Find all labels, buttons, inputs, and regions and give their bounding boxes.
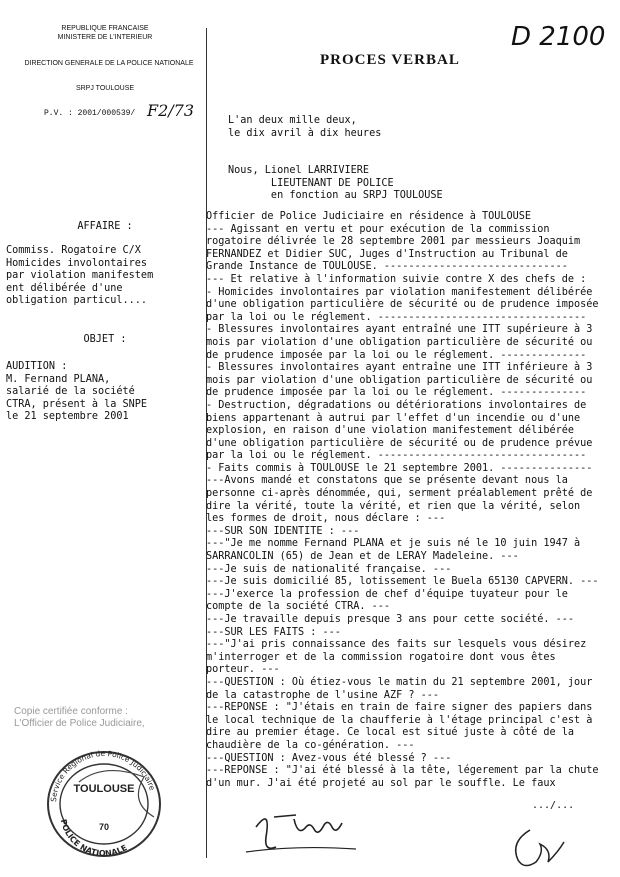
officer-statement: Nous, Lionel LARRIVIERE LIEUTENANT DE POLICE en fonction au SRPJ TOULOUSE bbox=[228, 165, 443, 202]
continuation-mark: .../... bbox=[532, 800, 575, 811]
ministry-line: MINISTERE DE L'INTERIEUR bbox=[57, 34, 153, 41]
pv-reference: P.V. : 2001/000539/ bbox=[44, 109, 136, 118]
seal-bottom-text: POLICE NATIONALE bbox=[58, 818, 129, 859]
seal-number: 70 bbox=[98, 822, 110, 832]
affaire-heading: AFFAIRE : bbox=[77, 221, 133, 232]
signature-declarant bbox=[236, 797, 366, 857]
direction-line: DIRECTION GENERALE DE LA POLICE NATIONALE bbox=[24, 60, 194, 67]
document-title: PROCES VERBAL bbox=[320, 52, 460, 68]
signature-officer bbox=[500, 822, 570, 872]
service-line: SRPJ TOULOUSE bbox=[75, 85, 135, 92]
objet-text: AUDITION : M. Fernand PLANA, salarié de la société CTRA, présent à la SNPE le 21 septembre 2001 bbox=[6, 361, 148, 423]
document-number: D 2100 bbox=[511, 22, 606, 52]
date-statement: L'an deux mille deux, le dix avril à dix heures bbox=[228, 115, 382, 139]
republic-line: REPUBLIQUE FRANCAISE bbox=[61, 25, 149, 32]
affaire-text: Commiss. Rogatoire C/X Homicides involontaires par violation manifestem ent délibérée d'une obligation particul.... bbox=[6, 245, 154, 307]
pv-reference-handwritten: F2/73 bbox=[147, 101, 195, 120]
seal-outer-text: Service Régional de Police Judiciaire bbox=[49, 748, 157, 803]
certification-stamp: Copie certifiée conforme : L'Officier de Police Judiciaire, bbox=[14, 706, 145, 729]
document-body: Officier de Police Judiciaire en résidence à TOULOUSE --- Agissant en vertu et pour exécution de la commission rogatoire délivrée le 28 septembre 2001 par messieurs Joaquim FERNANDEZ et Didier SUC, Juges d'Instruction au Tribunal de Grande Instance de TOULOUSE. ------------------------------ --- Et relative à l'information suivie contre X des chefs de : - Homicides involontaires par violation manifestement délibérée d'une obligation particulière de sécurité ou de prudence imposée par la loi ou le réglement. ---------------------------------- - Blessures involontaires ayant entraîné une ITT supérieure à 3 mois par violation d'une obligation particulière de sécurité ou de prudence imposée par la loi ou le réglement. -------------- - Blessures involontaires ayant entraîne une ITT inférieure à 3 mois par violation d'une obligation particulière de sécurité ou de prudence imposée par la loi ou le réglement. -------------- - Destruction, dégradations ou détériorations involontaires de biens appartenant à autrui par l'effet d'un incendie ou d'une explosion, en raison d'une violation manifestement délibérée d'une obligation particulière de sécurité ou de prudence prévue par la loi ou le réglement. ---------------------------------- - Faits commis à TOULOUSE le 21 septembre 2001. --------------- ---Avons mandé et constatons que se présente devant nous la personne ci-après dénommée, qui, serment préalablement prêté de dire la vérité, toute la vérité, et rien que la vérité, selon les formes de droit, nous déclare : --- ---SUR SON IDENTITE : --- ---"Je me nomme Fernand PLANA et je suis né le 10 juin 1947 à SARRANCOLIN (65) de Jean et de LERAY Madeleine. --- ---Je suis de nationalité française. --- ---Je suis domicilié 85, lotissement le Buela 65130 CAPVERN. --- ---J'exerce la profession de chef d'équipe tuyateur pour le compte de la société CTRA. --- ---Je travaille depuis presque 3 ans pour cette société. --- ---SUR LES FAITS : --- ---"J'ai pris connaissance des faits sur lesquels vous désirez m'interroger et de la commission rogatoire dont vous êtes porteur. --- ---QUESTION : Où étiez-vous le matin du 21 septembre 2001, jour de la catastrophe de l'usine AZF ? --- ---REPONSE : "J'étais en train de faire signer des papiers dans le local technique de la chaufferie à l'étage principal c'est à dire au premier étage. Ce local est situé juste à côté de la chaudière de la co-génération. --- ---QUESTION : Avez-vous été blessé ? --- ---REPONSE : "J'ai été blessé à la tête, légerement par la chute d'un mur. J'ai été projeté au sol par le souffle. Le faux bbox=[206, 211, 599, 789]
objet-heading: OBJET : bbox=[83, 334, 127, 345]
police-seal bbox=[34, 742, 174, 862]
seal-city: TOULOUSE bbox=[73, 783, 135, 795]
ministry-header bbox=[20, 24, 190, 42]
